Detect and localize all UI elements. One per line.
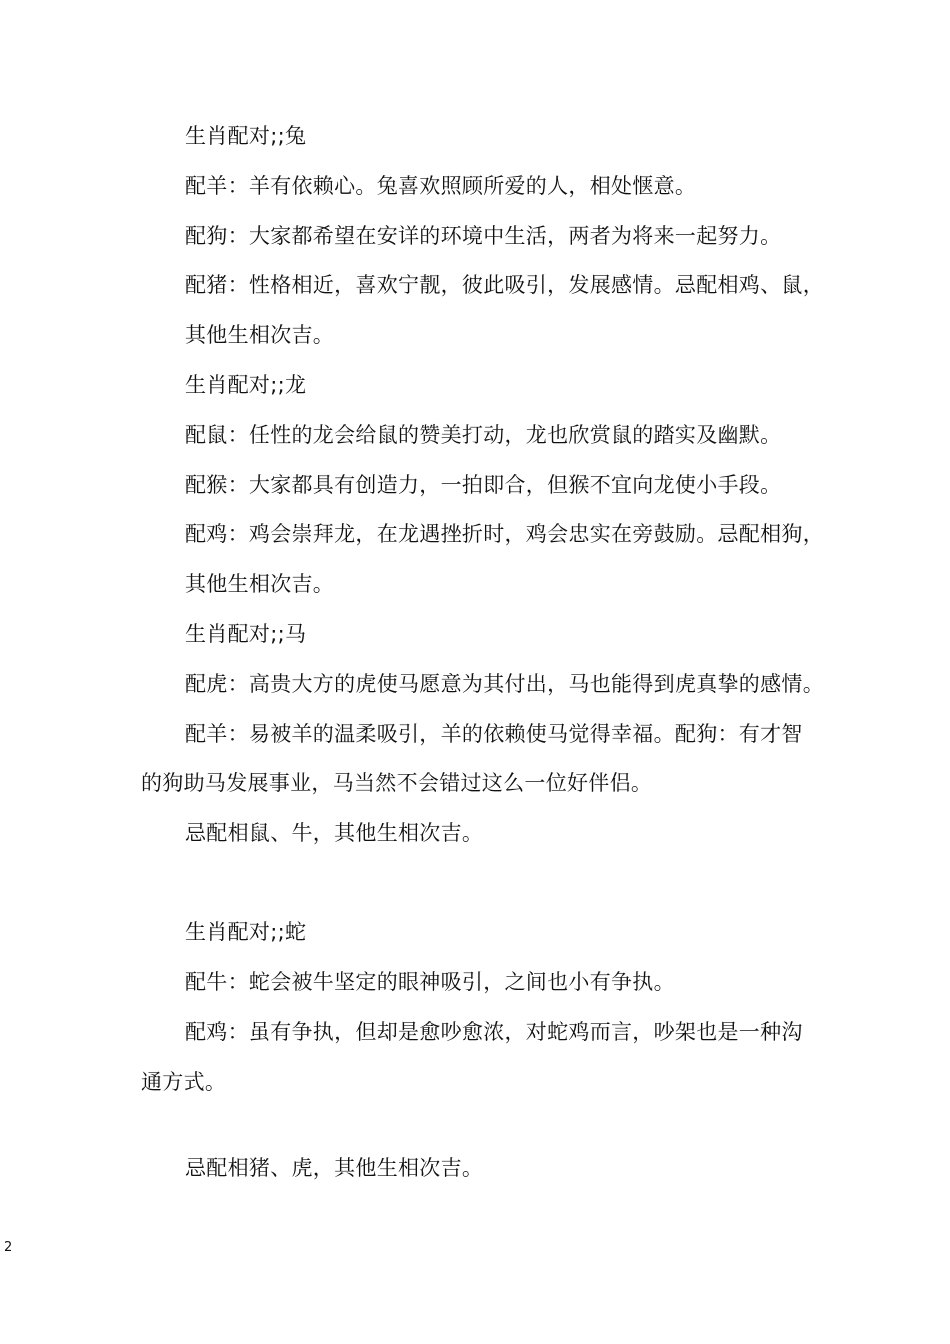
section-heading-dragon: 生肖配对;;龙	[185, 373, 307, 397]
section-heading-rabbit: 生肖配对;;兔	[185, 124, 307, 148]
section-heading-horse: 生肖配对;;马	[185, 622, 307, 646]
paragraph-line: 配牛：蛇会被牛坚定的眼神吸引，之间也小有争执。	[185, 970, 675, 994]
paragraph-line: 配狗：大家都希望在安详的环境中生活，两者为将来一起努力。	[185, 224, 782, 248]
paragraph-line: 配鸡：虽有争执，但却是愈吵愈浓，对蛇鸡而言，吵架也是一种沟	[185, 1020, 803, 1044]
paragraph-line: 其他生相次吉。	[185, 323, 335, 347]
paragraph-line: 配猴：大家都具有创造力，一拍即合，但猴不宜向龙使小手段。	[185, 473, 782, 497]
paragraph-line: 配羊：羊有依赖心。兔喜欢照顾所爱的人，相处惬意。	[185, 174, 697, 198]
paragraph-line: 配羊：易被羊的温柔吸引，羊的依赖使马觉得幸福。配狗：有才智	[185, 722, 803, 746]
paragraph-line: 配鸡：鸡会崇拜龙，在龙遇挫折时，鸡会忠实在旁鼓励。忌配相狗，	[185, 522, 824, 546]
page-number: 2	[4, 1240, 13, 1255]
paragraph-line: 配鼠：任性的龙会给鼠的赞美打动，龙也欣赏鼠的踏实及幽默。	[185, 423, 782, 447]
paragraph-line: 忌配相猪、虎，其他生相次吉。	[185, 1156, 484, 1180]
paragraph-line: 配猪：性格相近，喜欢宁靓，彼此吸引，发展感情。忌配相鸡、鼠，	[185, 273, 824, 297]
paragraph-line: 忌配相鼠、牛，其他生相次吉。	[185, 821, 484, 845]
section-heading-snake: 生肖配对;;蛇	[185, 920, 307, 944]
paragraph-line: 的狗助马发展事业，马当然不会错过这么一位好伴侣。	[141, 771, 653, 795]
paragraph-line: 配虎：高贵大方的虎使马愿意为其付出，马也能得到虎真挚的感情。	[185, 672, 824, 696]
paragraph-line: 其他生相次吉。	[185, 572, 335, 596]
paragraph-line: 通方式。	[141, 1070, 227, 1094]
